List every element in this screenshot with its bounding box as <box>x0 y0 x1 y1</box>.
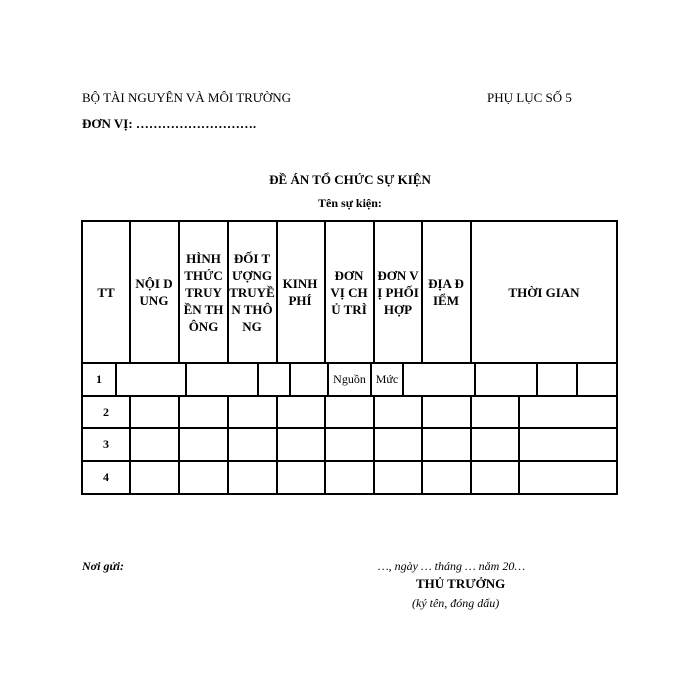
header-partner: ĐƠN VỊ PHỐI HỢP <box>377 267 419 317</box>
column-divider <box>178 220 180 364</box>
column-divider <box>276 395 278 495</box>
column-divider <box>129 220 131 364</box>
table-row-3-tt: 3 <box>103 437 109 451</box>
table-row-4-tt: 4 <box>103 470 109 484</box>
table-border-bottom <box>81 493 618 495</box>
event-plan-table <box>81 220 618 495</box>
header-time: THỜI GIAN <box>508 284 580 300</box>
sender-label: Nơi gửi: <box>82 559 124 573</box>
header-form: HÌNH THỨC TRUYỀN THÔNG <box>183 250 224 334</box>
row1-source: Nguồn <box>333 372 366 386</box>
sign-note: (ký tên, đóng dấu) <box>412 596 500 610</box>
row1-level: Mức <box>375 372 399 386</box>
column-divider <box>470 395 472 495</box>
table-row-line <box>81 427 618 429</box>
date-line: …, ngày … tháng … năm 20… <box>378 559 526 573</box>
header-budget: KINH PHÍ <box>282 276 318 308</box>
row1-divider <box>474 362 476 397</box>
column-divider <box>324 395 326 495</box>
row1-divider <box>576 362 578 397</box>
header-host: ĐƠN VỊ CHỦ TRÌ <box>330 267 368 317</box>
row1-divider <box>402 362 404 397</box>
head-title: THỦ TRƯỞNG <box>416 576 506 591</box>
column-divider <box>227 395 229 495</box>
column-divider <box>518 395 520 495</box>
column-divider <box>373 220 375 364</box>
ministry-name: BỘ TÀI NGUYÊN VÀ MÔI TRƯỜNG <box>82 90 292 105</box>
row1-divider <box>185 362 187 397</box>
event-name-label: Tên sự kiện: <box>318 196 382 210</box>
row1-tt: 1 <box>96 372 102 386</box>
header-tt: TT <box>97 284 115 300</box>
header-target: ĐỐI TƯỢNG TRUYỀN THÔNG <box>229 250 275 334</box>
table-row-line <box>81 460 618 462</box>
column-divider <box>373 395 375 495</box>
column-divider <box>421 395 423 495</box>
table-border-right <box>616 220 618 495</box>
document-title: ĐỀ ÁN TỔ CHỨC SỰ KIỆN <box>269 172 431 187</box>
column-divider <box>276 220 278 364</box>
row1-divider <box>289 362 291 397</box>
column-divider <box>324 220 326 364</box>
column-divider <box>421 220 423 364</box>
table-row-2-tt: 2 <box>103 404 109 419</box>
column-divider <box>129 395 131 495</box>
column-divider <box>178 395 180 495</box>
header-content: NỘI DUNG <box>135 276 173 308</box>
header-location: ĐỊA ĐIỂM <box>428 276 464 308</box>
row1-divider <box>115 362 117 397</box>
unit-label: ĐƠN VỊ: ………………………. <box>82 116 257 131</box>
appendix-number: PHỤ LỤC SỐ 5 <box>487 90 572 105</box>
row1-divider <box>257 362 259 397</box>
row1-divider <box>536 362 538 397</box>
